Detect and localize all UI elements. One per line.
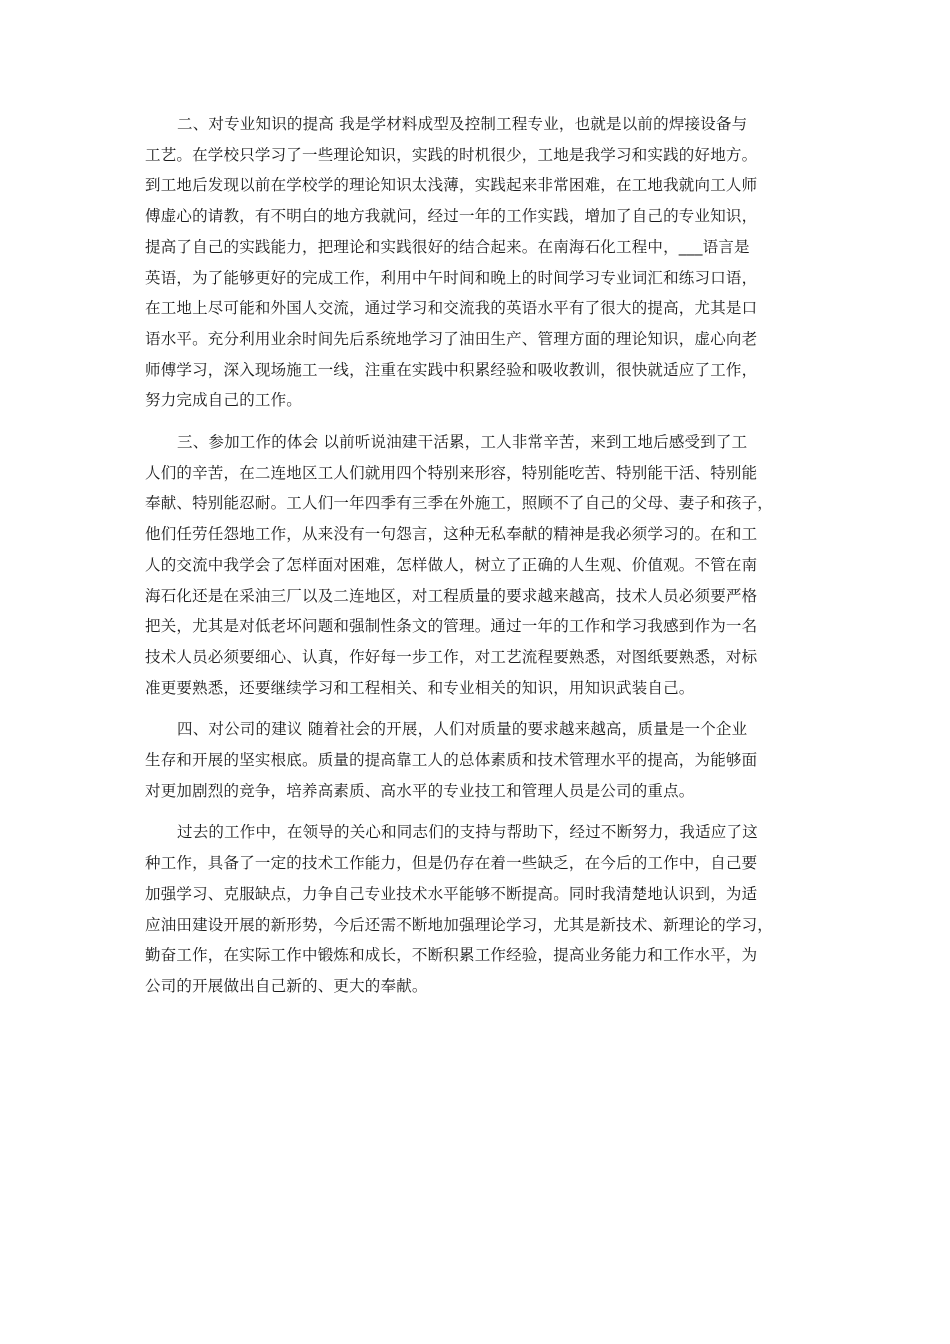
text-line: 到工地后发现以前在学校学的理论知识太浅薄，实践起来非常困难，在工地我就向工人师 [145, 176, 758, 195]
text-line: 种工作，具备了一定的技术工作能力，但是仍存在着一些缺乏，在今后的工作中，自己要 [145, 854, 758, 873]
text-line: 傅虚心的请教，有不明白的地方我就问，经过一年的工作实践，增加了自己的专业知识， [145, 207, 758, 226]
text-line: 奉献、特别能忍耐。工人们一年四季有三季在外施工，照顾不了自己的父母、妻子和孩子， [145, 494, 774, 513]
text-line: 海石化还是在采油三厂以及二连地区，对工程质量的要求越来越高，技术人员必须要严格 [145, 586, 758, 605]
text-line: 对更加剧烈的竞争，培养高素质、高水平的专业技工和管理人员是公司的重点。 [145, 781, 695, 800]
text-line: 工艺。在学校只学习了一些理论知识，实践的时机很少，工地是我学习和实践的好地方。 [145, 145, 758, 164]
text-line: 努力完成自己的工作。 [145, 391, 303, 410]
text-line: 二、对专业知识的提高 我是学材料成型及控制工程专业，也就是以前的焊接设备与 [177, 115, 748, 133]
text-line: 提高了自己的实践能力，把理论和实践很好的结合起来。在南海石化工程中，___语言是 [145, 237, 750, 256]
text-line: 勤奋工作，在实际工作中锻炼和成长，不断积累工作经验，提高业务能力和工作水平，为 [145, 946, 758, 965]
text-line: 技术人员必须要细心、认真，作好每一步工作，对工艺流程要熟悉，对图纸要熟悉，对标 [145, 647, 758, 666]
text-line: 人的交流中我学会了怎样面对困难，怎样做人，树立了正确的人生观、价值观。不管在南 [145, 555, 758, 574]
text-line: 英语，为了能够更好的完成工作，利用中午时间和晚上的时间学习专业词汇和练习口语， [145, 268, 758, 287]
paragraph-gap [145, 416, 810, 427]
text-line: 加强学习、克服缺点，力争自己专业技术水平能够不断提高。同时我清楚地认识到，为适 [145, 884, 758, 903]
text-line: 公司的开展做出自己新的、更大的奉献。 [145, 976, 428, 995]
paragraph-work-experience [145, 427, 810, 703]
text-line: 应油田建设开展的新形势，今后还需不断地加强理论学习，尤其是新技术、新理论的学习， [145, 915, 774, 934]
paragraph-gap [145, 703, 810, 714]
text-line: 过去的工作中，在领导的关心和同志们的支持与帮助下，经过不断努力，我适应了这 [177, 823, 758, 842]
paragraph-conclusion [145, 817, 810, 1001]
text-line: 四、对公司的建议 随着社会的开展，人们对质量的要求越来越高，质量是一个企业 [177, 720, 748, 739]
paragraph-company-suggestions [145, 714, 810, 806]
text-line: 他们任劳任怨地工作，从来没有一句怨言，这种无私奉献的精神是我必须学习的。在和工 [145, 525, 758, 544]
text-line: 准更要熟悉，还要继续学习和工程相关、和专业相关的知识，用知识武装自己。 [145, 678, 695, 697]
paragraph-gap [145, 806, 810, 817]
text-line: 把关，尤其是对低老坏问题和强制性条文的管理。通过一年的工作和学习我感到作为一名 [145, 617, 758, 636]
text-line: 三、参加工作的体会 以前听说油建干活累，工人非常辛苦，来到工地后感受到了工 [177, 433, 748, 452]
text-line: 在工地上尽可能和外国人交流，通过学习和交流我的英语水平有了很大的提高，尤其是口 [145, 299, 758, 318]
text-line: 人们的辛苦，在二连地区工人们就用四个特别来形容，特别能吃苦、特别能干活、特别能 [145, 463, 758, 482]
text-line: 语水平。充分利用业余时间先后系统地学习了油田生产、管理方面的理论知识，虚心向老 [145, 329, 758, 348]
text-line: 生存和开展的坚实根底。质量的提高靠工人的总体素质和技术管理水平的提高，为能够面 [145, 751, 758, 770]
document-page [145, 109, 810, 1002]
text-line: 师傅学习，深入现场施工一线，注重在实践中积累经验和吸收教训，很快就适应了工作， [145, 360, 758, 379]
paragraph-professional-knowledge [145, 109, 810, 416]
